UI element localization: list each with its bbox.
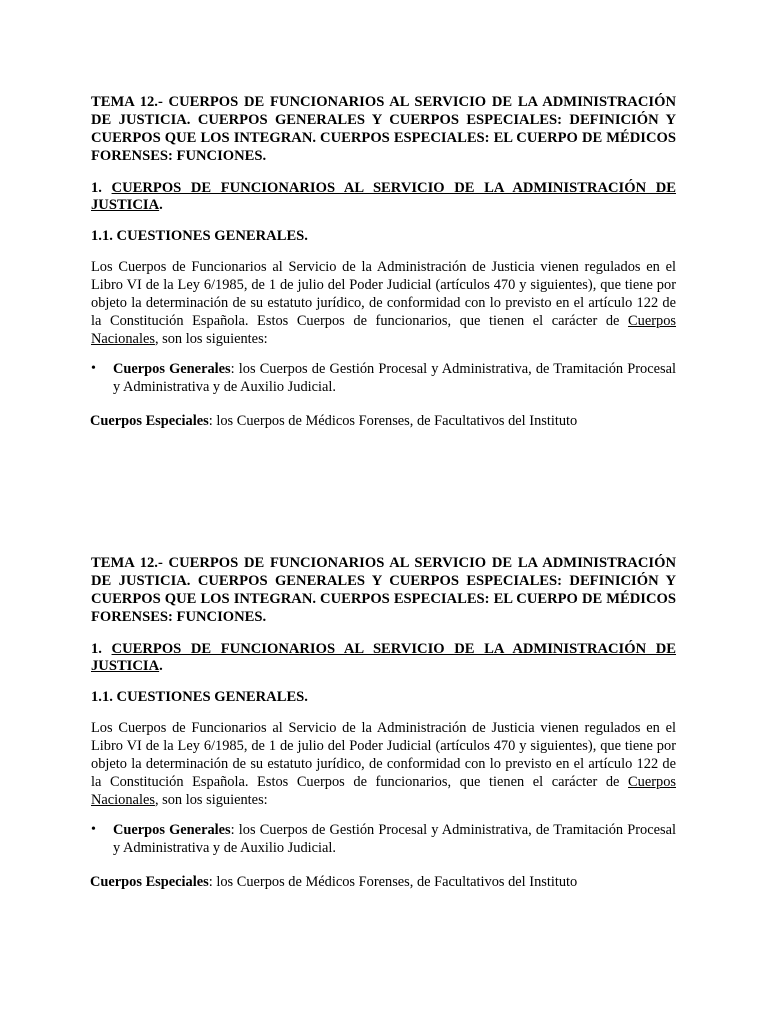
subsection-heading: 1.1. CUESTIONES GENERALES. [91, 689, 308, 705]
bullet-label: Cuerpos Generales [113, 822, 231, 838]
bullet-list [91, 360, 676, 396]
section-heading [91, 180, 676, 214]
especiales-text: : los Cuerpos de Médicos Forenses, de Facultativos del Instituto [208, 874, 578, 890]
section-number: 1. [91, 641, 112, 657]
especiales-label: Cuerpos Especiales [90, 413, 209, 429]
section-heading-text: CUERPOS DE FUNCIONARIOS AL SERVICIO DE LA ADMINISTRACIÓN DE JUSTICIA [91, 180, 677, 213]
bullet-icon: • [91, 822, 96, 837]
especiales-line [90, 412, 676, 430]
bullet-label: Cuerpos Generales [113, 361, 231, 377]
paragraph-text: Los Cuerpos de Funcionarios al Servicio de la Administración de Justicia vienen regulados en el Libro VI de la Ley 6/1985, de 1 de julio del Poder Judicial (artículos 470 y siguientes), que tiene por objeto la determinación de su estatuto jurídico, de conformidad con lo previsto en el artículo 122 de la Constitución Española. Estos Cuerpos de funcionarios, que tienen el carácter de [91, 720, 676, 790]
bullet-icon: • [91, 361, 96, 376]
section-heading-text: CUERPOS DE FUNCIONARIOS AL SERVICIO DE LA ADMINISTRACIÓN DE JUSTICIA [91, 641, 677, 674]
section-heading-end: . [159, 658, 163, 674]
especiales-text: : los Cuerpos de Médicos Forenses, de Facultativos del Instituto [208, 413, 578, 429]
topic-title: TEMA 12.- CUERPOS DE FUNCIONARIOS AL SERVICIO DE LA ADMINISTRACIÓN DE JUSTICIA. CUERPOS GENERALES Y CUERPOS ESPECIALES: DEFINICIÓN Y CUERPOS QUE LOS INTEGRAN. CUERPOS ESPECIALES: EL CUERPO DE MÉDICOS FORENSES: FUNCIONES. [91, 94, 676, 164]
paragraph-end: , son los siguientes: [154, 792, 268, 808]
section-number: 1. [91, 180, 112, 196]
paragraph-underlined: Cuerpos Nacionales [91, 313, 676, 347]
body-paragraph [91, 258, 676, 348]
paragraph-end: , son los siguientes: [154, 331, 268, 347]
topic-title: TEMA 12.- CUERPOS DE FUNCIONARIOS AL SERVICIO DE LA ADMINISTRACIÓN DE JUSTICIA. CUERPOS GENERALES Y CUERPOS ESPECIALES: DEFINICIÓN Y CUERPOS QUE LOS INTEGRAN. CUERPOS ESPECIALES: EL CUERPO DE MÉDICOS FORENSES: FUNCIONES. [91, 555, 676, 625]
bullet-text: : los Cuerpos de Gestión Procesal y Administrativa, de Tramitación Procesal y Administrativa y de Auxilio Judicial. [113, 361, 676, 395]
body-paragraph [91, 719, 676, 809]
especiales-line [90, 873, 676, 891]
subsection-heading: 1.1. CUESTIONES GENERALES. [91, 228, 308, 244]
document-section-2 [91, 554, 676, 891]
bullet-list [91, 821, 676, 857]
section-heading [91, 641, 676, 675]
especiales-label: Cuerpos Especiales [90, 874, 209, 890]
list-item [91, 821, 676, 857]
bullet-text: : los Cuerpos de Gestión Procesal y Administrativa, de Tramitación Procesal y Administrativa y de Auxilio Judicial. [113, 822, 676, 856]
paragraph-underlined: Cuerpos Nacionales [91, 774, 676, 808]
section-heading-end: . [159, 197, 163, 213]
paragraph-text: Los Cuerpos de Funcionarios al Servicio de la Administración de Justicia vienen regulados en el Libro VI de la Ley 6/1985, de 1 de julio del Poder Judicial (artículos 470 y siguientes), que tiene por objeto la determinación de su estatuto jurídico, de conformidad con lo previsto en el artículo 122 de la Constitución Española. Estos Cuerpos de funcionarios, que tienen el carácter de [91, 259, 676, 329]
document-section-1 [91, 93, 676, 430]
list-item [91, 360, 676, 396]
